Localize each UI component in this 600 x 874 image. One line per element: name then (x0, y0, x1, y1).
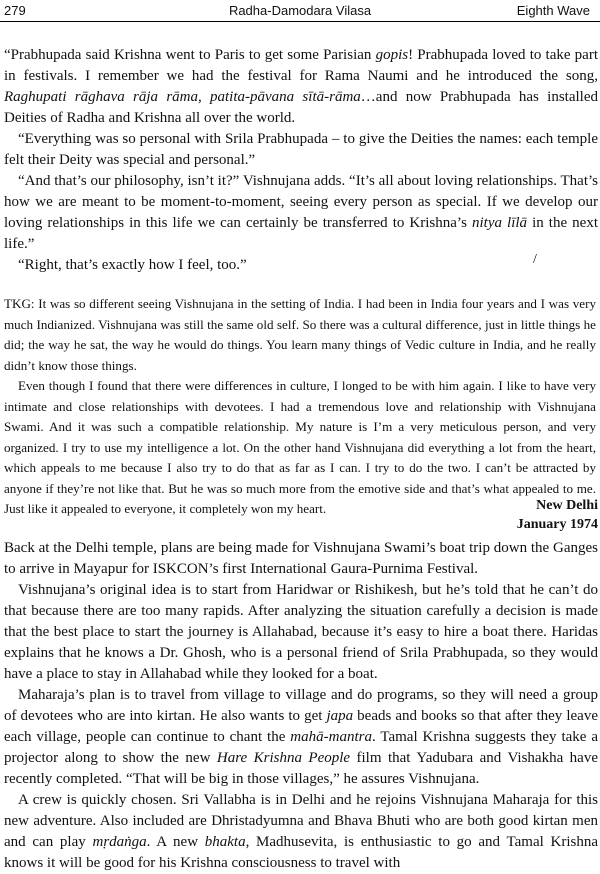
paragraph: Even though I found that there were differences in culture, I longed to be with him again. I like to have very intimate and close relationships with devotees. I had a tremendous love and relationship with Vishnujana Swami. And it was such a compatible relationship. My nature is I’m a very meticulous person, and very organized. I try to use my intelligence a lot. On the other hand Vishnujana did everything a lot from the heart, which appeals to me because I also try to do that as far as I can. I try to do the two. I can’t be attracted by anyone if they’re not like that. But he was so much more from the emotive side and that’s what appealed to me. Just like it appealed to everyone, it completely won my heart. (4, 378, 596, 516)
pencil-mark: / (533, 252, 537, 267)
dialogue-section (4, 45, 598, 276)
page-header (0, 0, 600, 22)
location-date: January 1974 (516, 517, 598, 532)
paragraph: A crew is quickly chosen. Sri Vallabha is in Delhi and he rejoins Vishnujana Maharaja for this new adventure. Also included are Dhristadyumna and Bhava Bhuti who are both good kirtan men and can play mṛdaṅga. A new bhakta, Madhusevita, is enthusiastic to go and Tamal Krishna knows it will be good for his Krishna consciousness to travel with (4, 792, 598, 871)
running-title: Radha-Damodara Vilasa (228, 3, 372, 18)
paragraph: TKG: It was so different seeing Vishnujana in the setting of India. I had been in India four years and I was very much Indianized. Vishnujana was still the same old self. So there was a cultural difference, just in little things he did; the way he sat, the way he would do things. You learn many things of Vedic culture in India, and he really didn’t know those things. (4, 296, 596, 373)
paragraph: “Everything was so personal with Srila Prabhupada – to give the Deities the names: each temple felt their Deity was special and personal.” (4, 131, 598, 168)
paragraph: “Prabhupada said Krishna went to Paris to get some Parisian gopis! Prabhupada loved to take part in festivals. I remember we had the festival for Rama Naumi and he introduced the song, Raghupati rāghava rāja rāma, patita-pāvana sītā-rāma…and now Prabhupada has installed Deities of Radha and Krishna all over the world. (4, 47, 598, 126)
section-heading (0, 496, 600, 534)
narrative-section (4, 538, 598, 874)
paragraph: “And that’s our philosophy, isn’t it?” Vishnujana adds. “It’s all about loving relationships. That’s how we are meant to be moment-to-moment, seeing every person as special. If we develop our loving relationships in this life we can certainly be transferred to Krishna’s nitya līlā in the next life.” (4, 173, 598, 252)
location-place: New Delhi (536, 498, 598, 513)
chapter-name: Eighth Wave (516, 3, 590, 18)
paragraph: “Right, that’s exactly how I feel, too.” (18, 257, 247, 273)
tkg-quote-section (4, 294, 596, 520)
paragraph: Maharaja’s plan is to travel from village to village and do programs, so they will need a group of devotees who are into kirtan. He also wants to get japa beads and books so that after they leave each village, people can continue to chant the mahā-mantra. Tamal Krishna suggests they take a projector along to show the new Hare Krishna People film that Yadubara and Vishakha have recently completed. “That will be big in those villages,” he assures Vishnujana. (4, 687, 599, 787)
page-number: 279 (4, 3, 26, 18)
paragraph: Vishnujana’s original idea is to start from Haridwar or Rishikesh, but he’s told that he can’t do that because there are too many rapids. After analyzing the situation carefully a decision is made that the best place to start the journey is Allahabad, because it’s easy to hire a boat there. Haridas explains that he knows a Dr. Ghosh, who is a personal friend of Srila Prabhupada, so they would have a place to stay in Allahabad while they looked for a boat. (4, 582, 598, 682)
header-rule (0, 21, 600, 22)
paragraph: Back at the Delhi temple, plans are being made for Vishnujana Swami’s boat trip down the Ganges to arrive in Mayapur for ISKCON’s first International Gaura-Purnima Festival. (4, 540, 598, 577)
